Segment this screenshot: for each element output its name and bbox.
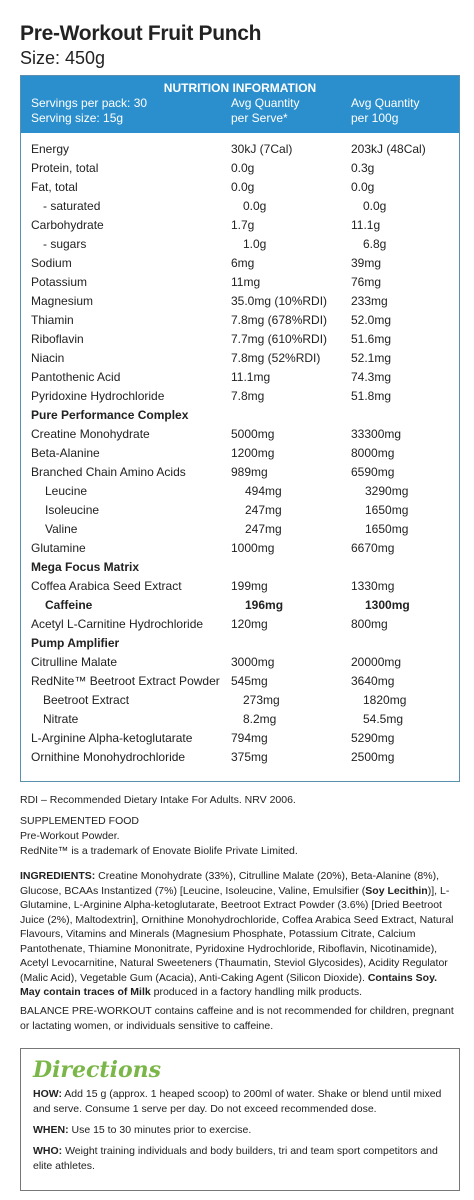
per-100g-value: 52.1mg: [351, 351, 392, 365]
per-100g-value: 52.0mg: [351, 313, 392, 327]
nutrient-row: [31, 273, 449, 292]
nutrient-row: [31, 254, 449, 273]
per-100g-value: 2500mg: [351, 750, 395, 764]
nutrient-row: [31, 672, 449, 691]
per-serve-value: 11mg: [231, 275, 261, 289]
per-100g-value: 6590mg: [351, 465, 395, 479]
per-100g-value: 0.0g: [351, 180, 375, 194]
nutrient-row: [31, 729, 449, 748]
servings-per-pack: Servings per pack: 30: [31, 96, 148, 110]
nutrient-name: Beetroot Extract: [43, 693, 130, 707]
per-serve-value: 7.8mg (678%RDI): [231, 313, 328, 327]
nutrient-row: [31, 748, 449, 767]
per-serve-value: 1200mg: [231, 446, 275, 460]
nutrient-row: [31, 577, 449, 596]
nutrient-row: [31, 710, 449, 729]
when-label: WHEN:: [33, 1123, 69, 1136]
col-serve-heading-1: Avg Quantity: [231, 96, 300, 110]
per-100g-value: 1820mg: [363, 693, 407, 707]
nutrient-row: [31, 235, 449, 254]
per-serve-value: 35.0mg (10%RDI): [231, 294, 328, 308]
per-serve-value: 120mg: [231, 617, 268, 631]
trademark-note: RedNite™ is a trademark of Enovate Biolife Private Limited.: [20, 845, 298, 857]
nutrient-row: [31, 444, 449, 463]
per-serve-value: 375mg: [231, 750, 268, 764]
nutrient-name: Protein, total: [31, 161, 99, 175]
per-100g-value: 3290mg: [365, 484, 409, 498]
nutrient-row: [31, 140, 449, 159]
per-serve-value: 5000mg: [231, 427, 275, 441]
per-serve-value: 1000mg: [231, 541, 275, 555]
nutrient-name: Pyridoxine Hydrochloride: [31, 389, 165, 403]
nutrient-row: [31, 596, 449, 615]
per-100g-value: 74.3mg: [351, 370, 392, 384]
nutrient-name: Valine: [45, 522, 78, 536]
ingredients-text-3: produced in a factory handling milk products.: [150, 986, 362, 998]
nutrition-header: [21, 76, 459, 133]
allergen-statement: Contains Soy. May contain traces of Milk: [20, 971, 438, 998]
nutrient-row: [31, 463, 449, 482]
ingredients-text-1: Creatine Monohydrate (33%), Citrulline Malate (20%), Beta-Alanine (8%), Glucose, BCAAs Instantized (7%) [Leucine, Isoleucine, Valine, Emulsifier (: [20, 870, 440, 897]
col-100g-heading-1: Avg Quantity: [351, 96, 420, 110]
per-100g-value: 11.1g: [351, 218, 381, 232]
per-serve-value: 7.8mg (52%RDI): [231, 351, 321, 365]
per-serve-value: 7.8mg: [231, 389, 265, 403]
section-performance: Pure Performance Complex: [31, 408, 189, 422]
rdi-note: RDI – Recommended Dietary Intake For Adults. NRV 2006.: [20, 794, 296, 806]
nutrient-row: [31, 311, 449, 330]
nutrient-name: - sugars: [43, 237, 87, 251]
per-100g-value: 6670mg: [351, 541, 395, 555]
per-100g-value: 39mg: [351, 256, 382, 270]
per-100g-value: 20000mg: [351, 655, 402, 669]
nutrient-row: [31, 387, 449, 406]
directions-who: [33, 1144, 447, 1174]
nutrient-name: Caffeine: [45, 598, 93, 612]
product-label: [20, 0, 460, 1191]
nutrient-name: Beta-Alanine: [31, 446, 100, 460]
directions-how: [33, 1087, 447, 1117]
directions-title: Directions: [33, 1056, 161, 1083]
who-label: WHO:: [33, 1144, 63, 1157]
section-focus: Mega Focus Matrix: [31, 560, 140, 574]
nutrient-row: [31, 691, 449, 710]
per-100g-value: 6.8g: [363, 237, 387, 251]
supplemented-food: SUPPLEMENTED FOOD: [20, 815, 140, 827]
per-serve-value: 273mg: [243, 693, 280, 707]
nutrition-heading: NUTRITION INFORMATION: [163, 81, 317, 95]
per-serve-value: 3000mg: [231, 655, 275, 669]
per-100g-value: 1300mg: [365, 598, 410, 612]
nutrient-row: [31, 501, 449, 520]
nutrient-name: Ornithine Monohydrochloride: [31, 750, 186, 764]
nutrient-name: RedNite™ Beetroot Extract Powder: [31, 674, 220, 688]
how-label: HOW:: [33, 1087, 62, 1100]
soy-lecithin: Soy Lecithin: [365, 884, 428, 897]
product-size: Size: 450g: [20, 48, 106, 68]
per-100g-value: 54.5mg: [363, 712, 404, 726]
product-title: Pre-Workout Fruit Punch: [20, 22, 262, 45]
per-100g-value: 8000mg: [351, 446, 395, 460]
serving-size: Serving size: 15g: [31, 111, 124, 125]
nutrient-row: [31, 349, 449, 368]
per-serve-value: 1.0g: [243, 237, 267, 251]
nutrient-row: [31, 292, 449, 311]
ingredients-text-2: )], L-Glutamine, L-Arginine Alpha-ketoglutarate, Beetroot Extract Powder (3.6%) [Dried Beetroot Juice (2%), Maltodextrin], Ornithine Monohydrochloride, Coffea Arabica Seed Extract, Natural Flavours, Vitamins and Minerals (Magnesium Phosphate, Potassium Citrate, Calcium Pantothenate, Thiamine Mononitrate, Pyridoxine Hydrochloride, Riboflavin, Nicotinamide), Acetyl Levocarnitine, Natural Sweeteners (Thaumatin, Steviol Glycosides), Acidity Regulator (Malic Acid), Vegetable Gum (Acacia), Anti-Caking Agent (Silicon Dioxide).: [20, 884, 454, 984]
nutrient-row: [31, 482, 449, 501]
nutrient-row: [31, 330, 449, 349]
nutrient-name: Nitrate: [43, 712, 79, 726]
per-100g-value: 233mg: [351, 294, 388, 308]
col-100g-heading-2: per 100g: [351, 111, 399, 125]
caffeine-warning: BALANCE PRE-WORKOUT contains caffeine and is not recommended for children, pregnant or lactating women, or individuals sensitive to caffeine.: [20, 1004, 454, 1032]
nutrient-name: - saturated: [43, 199, 101, 213]
nutrient-row: [31, 615, 449, 634]
nutrient-name: L-Arginine Alpha-ketoglutarate: [31, 731, 193, 745]
nutrient-row: [31, 216, 449, 235]
per-100g-value: 51.8mg: [351, 389, 392, 403]
per-100g-value: 203kJ (48Cal): [351, 142, 426, 156]
directions-when: [33, 1123, 447, 1138]
nutrient-row: [31, 425, 449, 444]
nutrient-name: Potassium: [31, 275, 88, 289]
nutrient-row: [31, 520, 449, 539]
directions-box: [20, 1048, 460, 1191]
product-type: Pre-Workout Powder.: [20, 830, 120, 842]
who-text: Weight training individuals and body builders, tri and team sport competitors and elite athletes.: [33, 1144, 438, 1172]
nutrient-row: [31, 197, 449, 216]
nutrient-name: Acetyl L-Carnitine Hydrochloride: [31, 617, 204, 631]
how-text: Add 15 g (approx. 1 heaped scoop) to 200ml of water. Shake or blend until mixed and serve. Consume 1 serve per day. Do not exceed recommended dose.: [33, 1087, 442, 1115]
per-100g-value: 33300mg: [351, 427, 402, 441]
per-serve-value: 196mg: [245, 598, 284, 612]
nutrient-name: Fat, total: [31, 180, 78, 194]
per-100g-value: 5290mg: [351, 731, 395, 745]
nutrient-row: [31, 159, 449, 178]
per-100g-value: 3640mg: [351, 674, 395, 688]
per-100g-value: 0.0g: [363, 199, 387, 213]
per-serve-value: 247mg: [245, 503, 282, 517]
per-100g-value: 0.3g: [351, 161, 375, 175]
per-serve-value: 989mg: [231, 465, 268, 479]
nutrient-row: [31, 653, 449, 672]
nutrient-name: Leucine: [45, 484, 88, 498]
nutrient-name: Carbohydrate: [31, 218, 104, 232]
ingredients-label: INGREDIENTS:: [20, 870, 96, 882]
per-serve-value: 494mg: [245, 484, 282, 498]
nutrient-name: Sodium: [31, 256, 72, 270]
per-100g-value: 800mg: [351, 617, 388, 631]
section-pump: Pump Amplifier: [31, 636, 120, 650]
nutrition-panel: [20, 75, 460, 782]
per-serve-value: 0.0g: [243, 199, 267, 213]
per-100g-value: 1650mg: [365, 522, 409, 536]
per-serve-value: 0.0g: [231, 161, 255, 175]
per-serve-value: 247mg: [245, 522, 282, 536]
per-serve-value: 1.7g: [231, 218, 255, 232]
nutrient-name: Energy: [31, 142, 70, 156]
per-serve-value: 199mg: [231, 579, 268, 593]
nutrient-name: Magnesium: [31, 294, 94, 308]
nutrient-name: Glutamine: [31, 541, 86, 555]
nutrient-row: [31, 368, 449, 387]
per-100g-value: 51.6mg: [351, 332, 392, 346]
nutrient-name: Pantothenic Acid: [31, 370, 121, 384]
per-serve-value: 8.2mg: [243, 712, 277, 726]
per-100g-value: 1330mg: [351, 579, 395, 593]
nutrient-name: Coffea Arabica Seed Extract: [31, 579, 182, 593]
per-serve-value: 7.7mg (610%RDI): [231, 332, 328, 346]
ingredients: [20, 869, 460, 1000]
per-100g-value: 1650mg: [365, 503, 409, 517]
nutrient-name: Citrulline Malate: [31, 655, 118, 669]
nutrient-name: Isoleucine: [45, 503, 100, 517]
per-serve-value: 794mg: [231, 731, 268, 745]
nutrient-name: Creatine Monohydrate: [31, 427, 150, 441]
per-serve-value: 0.0g: [231, 180, 255, 194]
nutrient-row: [31, 539, 449, 558]
col-serve-heading-2: per Serve*: [231, 111, 288, 125]
per-serve-value: 545mg: [231, 674, 268, 688]
nutrient-row: [31, 178, 449, 197]
when-text: Use 15 to 30 minutes prior to exercise.: [68, 1123, 252, 1136]
nutrient-name: Niacin: [31, 351, 65, 365]
nutrient-name: Riboflavin: [31, 332, 84, 346]
per-serve-value: 30kJ (7Cal): [231, 142, 293, 156]
label-notes: [20, 793, 460, 859]
nutrient-name: Thiamin: [31, 313, 74, 327]
per-serve-value: 11.1mg: [231, 370, 271, 384]
nutrition-rows: [21, 133, 459, 781]
per-serve-value: 6mg: [231, 256, 255, 270]
per-100g-value: 76mg: [351, 275, 382, 289]
nutrient-name: Branched Chain Amino Acids: [31, 465, 186, 479]
